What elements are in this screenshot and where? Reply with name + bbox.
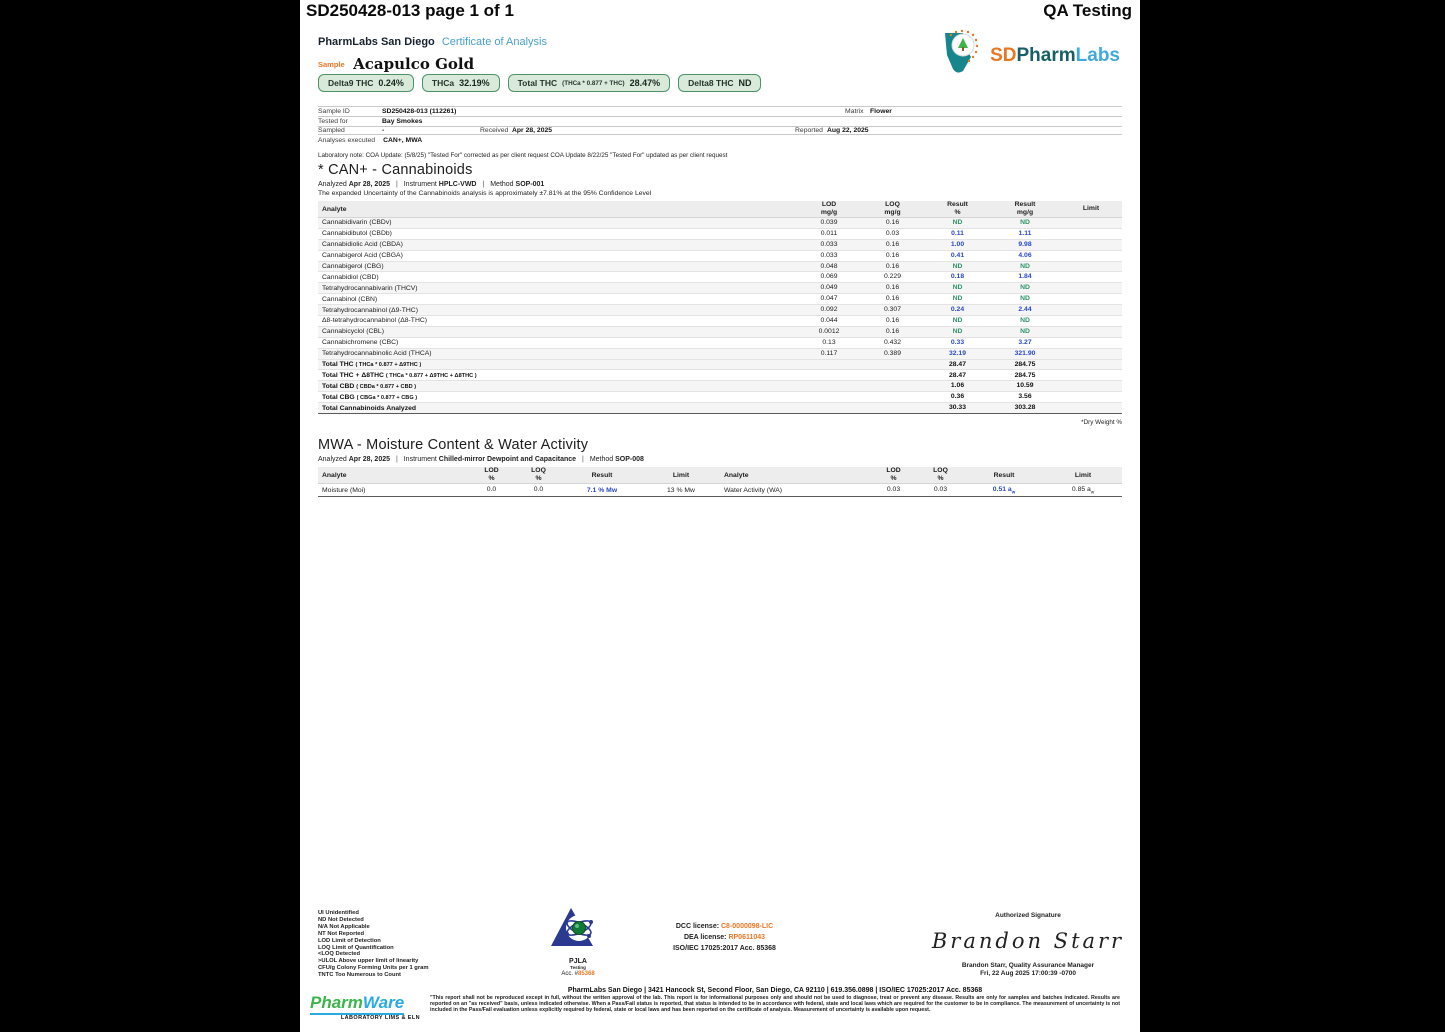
table-cell: 0.36: [950, 393, 965, 401]
table-cell: 0.048: [820, 262, 838, 270]
table-cell: 0.389: [883, 349, 901, 357]
table-cell: 2.44: [1018, 306, 1032, 314]
cannabinoid-row: [318, 262, 1122, 273]
table-cell: 0.229: [883, 273, 901, 281]
table-cell: 0.18: [950, 273, 965, 281]
table-cell: Cannabicyclol (CBL): [322, 328, 384, 336]
info-row-analyses: [318, 135, 1122, 145]
badge-thca: [422, 74, 500, 92]
badge-formula: (THCa * 0.877 + THC): [562, 79, 625, 87]
instrument-value: Chilled-mirror Dewpoint and Capacitance: [438, 456, 577, 463]
legend-line: LOD Limit of Detection: [318, 937, 381, 944]
moisture-row: [318, 484, 1122, 497]
table-cell: 0.16: [885, 327, 900, 335]
table-cell: 4.06: [1018, 251, 1032, 259]
dea-license: DEA license: RP0611043: [683, 934, 766, 941]
table-cell: ND: [1020, 219, 1030, 227]
footer-center: [430, 987, 1120, 1014]
table-cell: 0.24: [950, 306, 965, 314]
iso-accreditation: ISO/IEC 17025:2017 Acc. 85368: [673, 945, 776, 952]
table-cell: 10.59: [1016, 382, 1034, 390]
sdpharmlabs-logo: [933, 27, 1120, 84]
document-header: [306, 1, 1132, 21]
legend-line: LOQ Limit of Quantification: [318, 944, 394, 951]
dry-weight-note: *Dry Weight %: [1081, 419, 1122, 426]
moisture-lod: 0.0: [486, 486, 497, 494]
total-label: Total THC + Δ8THC ( THCa * 0.877 + Δ9THC + Δ8THC ): [322, 371, 477, 379]
cannabinoid-row: [318, 316, 1122, 327]
tested-for-value: Bay Smokes: [382, 117, 423, 125]
logo-pharm: Pharm: [1016, 44, 1076, 66]
table-cell: ND: [952, 219, 963, 227]
sample-info-table: [318, 106, 1122, 145]
table-cell: ND: [952, 327, 963, 335]
info-row-tested-for: [318, 116, 1122, 126]
table-cell: Cannabidiol (CBD): [322, 273, 379, 281]
table-cell: 0.0012: [818, 327, 840, 335]
signer-name-title: Brandon Starr, Quality Assurance Manager Fri, 22 Aug 2025 17:00:39 -0700: [961, 962, 1095, 977]
instrument-label: Instrument: [403, 456, 437, 463]
col-lod: LOD %: [484, 467, 499, 482]
col-analyte: Analyte: [724, 471, 749, 479]
table-cell: 0.432: [883, 338, 901, 346]
cannabinoid-row: [318, 338, 1122, 349]
badge-value: 28.47%: [629, 78, 661, 88]
table-cell: 0.16: [885, 262, 900, 270]
cannabinoid-row: [318, 294, 1122, 305]
legend-line: >ULOL Above upper limit of linearity: [318, 958, 419, 965]
logo-labs: Labs: [1075, 44, 1120, 66]
badge-total-thc: [508, 74, 671, 92]
cannabinoid-row: [318, 229, 1122, 240]
table-cell: 0.049: [820, 284, 838, 292]
cannabinoids-title: * CAN+ - Cannabinoids: [318, 162, 473, 178]
table-cell: 3.27: [1018, 338, 1032, 346]
cannabinoid-row: [318, 272, 1122, 283]
qa-testing-label: QA Testing: [1043, 1, 1132, 20]
legend-line: NT Not Reported: [318, 930, 365, 937]
lab-address: PharmLabs San Diego | 3421 Hancock St, Second Floor, San Diego, CA 92110 | 619.356.0898 | ISO/IEC 17025:2017 Acc. 85368: [567, 987, 983, 994]
badge-label: Delta8 THC: [688, 78, 734, 88]
table-cell: 0.16: [885, 219, 900, 227]
table-cell: 28.47: [948, 360, 966, 368]
received-value: Apr 28, 2025: [512, 126, 553, 134]
table-cell: Cannabichromene (CBC): [322, 339, 399, 347]
badge-label: THCa: [431, 78, 455, 88]
instrument-value: HPLC-VWD: [438, 181, 477, 188]
col-loq: LOQ %: [933, 467, 948, 482]
analyzed-label: Analyzed: [318, 181, 347, 188]
table-cell: Cannabigerol (CBG): [322, 263, 384, 270]
signature-block: [908, 912, 1148, 978]
uncertainty-note: The expanded Uncertainty of the Cannabinoids analysis is approximately ±7.81% at the 95% Confidence Level: [318, 190, 652, 197]
table-cell: 0.11: [951, 229, 964, 237]
legend-line: UI Unidentified: [318, 910, 359, 916]
moisture-analyte: Moisture (Moi): [322, 486, 366, 494]
total-row: [318, 381, 1122, 392]
col-limit: Limit: [1082, 205, 1100, 213]
tested-for-label: Tested for: [318, 117, 348, 125]
moisture-limit: 13 % Mw: [667, 486, 695, 494]
table-cell: ND: [952, 284, 963, 292]
potency-badges: [318, 74, 761, 92]
col-lod: LOD %: [886, 467, 901, 482]
table-cell: 0.092: [820, 306, 838, 314]
abbreviation-legend: [318, 910, 428, 979]
cannabinoids-table-header: [318, 201, 1122, 218]
table-cell: Cannabidivarin (CBDv): [322, 219, 392, 227]
table-cell: 0.307: [883, 306, 901, 314]
table-cell: 1.06: [950, 382, 965, 390]
sample-id-value: SD250428-013 (112261): [382, 107, 457, 115]
table-cell: 30.33: [948, 404, 966, 412]
table-cell: 284.75: [1014, 360, 1036, 368]
table-cell: ND: [952, 262, 963, 270]
table-cell: 0.16: [885, 251, 900, 259]
table-cell: 321.90: [1014, 349, 1036, 357]
sdpharmlabs-logo-text: [990, 45, 1120, 67]
table-cell: Tetrahydrocannabinolic Acid (THCA): [322, 350, 432, 358]
badge-value: 32.19%: [459, 78, 490, 88]
cannabinoids-section: [318, 162, 1122, 414]
table-cell: 0.16: [885, 295, 900, 303]
method-label: Method: [589, 456, 614, 463]
sample-id-label: Sample ID: [318, 107, 350, 115]
reported-label: Reported: [795, 126, 823, 134]
table-cell: 0.117: [820, 349, 838, 357]
water-activity-limit: 0.85 $a_w$: [1071, 485, 1095, 495]
disclaimer-text: "This report shall not be reproduced except in full, without the written approval of the lab. This report is for informational purposes only and should not be used to diagnose, treat or prevent any disease. Results are only for samples and batches indicated. Results are reported on an "as received" basis, unless indicated otherwise. When a Pass/Fail status is reported, that status is intended to be in accordance with federal, state and local laws which are required for the customer to be in compliance. The measurement of uncertainty is not included in the Pass/Fail evaluation unless explicitly required by federal, state or local laws and has been reported on the certificate of analysis. Measurement of uncertainty is available upon request.: [430, 995, 1120, 1013]
cannabinoid-row: [318, 305, 1122, 316]
legend-line: ND Not Detected: [318, 916, 364, 923]
moisture-section: [318, 437, 1122, 497]
table-cell: 0.16: [885, 317, 900, 325]
col-result-mg: Result mg/g: [1014, 201, 1036, 216]
legend-line: N/A Not Applicable: [318, 923, 370, 930]
table-cell: 9.98: [1018, 240, 1032, 248]
logo-sd: SD: [990, 44, 1017, 66]
table-cell: 0.033: [820, 251, 838, 259]
pharmware-tagline: LABORATORY LIMS & ELN: [340, 1015, 420, 1021]
table-cell: 28.47: [948, 371, 966, 379]
table-cell: 0.16: [885, 284, 900, 292]
lab-title-line: [318, 36, 547, 48]
table-cell: Tetrahydrocannabivarin (THCV): [322, 284, 418, 292]
col-limit: Limit: [1074, 471, 1092, 479]
cannabinoid-row: [318, 349, 1122, 360]
sampled-label: Sampled: [318, 126, 345, 134]
table-cell: 0.011: [820, 229, 838, 237]
table-cell: 0.039: [820, 219, 838, 227]
total-row: [318, 403, 1122, 414]
water-activity-result: 0.51 $a_w$: [992, 485, 1016, 495]
authorized-signature-label: Authorized Signature: [995, 912, 1061, 919]
coa-document-page: [300, 0, 1140, 1032]
col-loq: LOQ mg/g: [884, 201, 901, 216]
table-cell: 303.28: [1014, 404, 1036, 412]
col-result-pct: Result %: [947, 201, 968, 216]
cannabinoid-rows: [318, 218, 1122, 360]
pharmware-logo: [310, 993, 420, 1021]
table-cell: 284.75: [1014, 371, 1036, 379]
total-label: Total CBD ( CBDa * 0.877 + CBD ): [322, 382, 417, 390]
moisture-method-line: Analyzed Apr 28, 2025 | Instrument Chilled-mirror Dewpoint and Capacitance | Method SOP-008: [318, 456, 644, 463]
water-activity-lod: 0.03: [886, 486, 901, 494]
matrix-value: Flower: [870, 107, 892, 115]
table-cell: 1.84: [1018, 273, 1032, 281]
badge-value: ND: [738, 78, 752, 88]
table-cell: ND: [1020, 284, 1030, 292]
sampled-value: -: [382, 126, 385, 134]
table-cell: 0.047: [820, 295, 838, 303]
table-cell: ND: [1020, 295, 1030, 303]
method-value: SOP-008: [615, 456, 644, 463]
col-result: Result: [993, 471, 1015, 479]
total-label: Total Cannabinoids Analyzed: [322, 404, 417, 412]
col-limit: Limit: [672, 471, 690, 479]
moisture-result: 7.1 % Mw: [586, 486, 618, 494]
cannabinoid-row: [318, 283, 1122, 294]
total-row: [318, 392, 1122, 403]
analyzed-label: Analyzed: [318, 456, 347, 463]
reported-value: Aug 22, 2025: [827, 126, 869, 134]
cannabinoid-totals: [318, 360, 1122, 414]
col-analyte: Analyte: [322, 205, 347, 213]
badge-label: Delta9 THC: [328, 78, 374, 88]
col-loq: LOQ %: [531, 467, 546, 482]
table-cell: 0.16: [885, 240, 900, 248]
pjla-accreditation-number: Acc. #85368: [561, 971, 595, 977]
signature-script: Brandon Starr: [931, 929, 1125, 953]
table-cell: 1.00: [950, 240, 965, 248]
instrument-label: Instrument: [403, 181, 437, 188]
legend-line: <LOQ Detected: [318, 951, 361, 958]
cannabinoid-row: [318, 327, 1122, 338]
table-cell: 0.13: [822, 338, 836, 346]
moisture-table-header: [318, 467, 1122, 484]
badge-value: 0.24%: [378, 78, 404, 88]
table-cell: 0.069: [820, 273, 838, 281]
total-label: Total THC ( THCa * 0.877 + Δ9THC ): [322, 361, 422, 369]
cannabinoid-row: [318, 218, 1122, 229]
info-row-dates: [318, 126, 1122, 136]
sample-name: Acapulco Gold: [353, 55, 475, 73]
pjla-accreditation: [533, 906, 623, 977]
table-cell: Cannabinol (CBN): [322, 295, 378, 303]
method-label: Method: [490, 181, 514, 188]
table-cell: 1.11: [1018, 229, 1032, 237]
table-cell: 0.41: [950, 251, 965, 259]
table-cell: ND: [952, 317, 963, 325]
analyses-label: Analyses executed: [318, 136, 376, 144]
matrix-label: Matrix: [845, 107, 864, 115]
table-cell: ND: [1020, 262, 1030, 270]
total-label: Total CBG ( CBGa * 0.877 + CBG ): [322, 393, 418, 401]
table-cell: Tetrahydrocannabinol (Δ9-THC): [322, 306, 418, 314]
total-row: [318, 370, 1122, 381]
cannabinoid-row: [318, 240, 1122, 251]
pjla-sub: Testing: [570, 965, 586, 970]
analyzed-date: Apr 28, 2025: [348, 456, 390, 463]
col-result: Result: [591, 471, 613, 479]
pjla-logo-icon: [549, 939, 607, 956]
analyzed-date: Apr 28, 2025: [348, 181, 390, 188]
table-cell: 3.56: [1018, 393, 1032, 401]
table-cell: Cannabidibutol (CBDb): [322, 230, 392, 238]
table-cell: 0.033: [820, 240, 838, 248]
table-cell: ND: [1020, 317, 1030, 325]
table-cell: Cannabidiolic Acid (CBDA): [322, 241, 403, 249]
laboratory-note: Laboratory note: COA Update: (5/8/25) "Tested For" corrected as per client request COA Update 8/22/25 "Tested For" updated as per client request: [318, 152, 728, 159]
table-cell: 32.19: [948, 349, 966, 357]
table-cell: Cannabigerol Acid (CBGA): [322, 252, 403, 260]
certificate-type: Certificate of Analysis: [441, 36, 547, 48]
col-lod: LOD mg/g: [820, 201, 838, 216]
sample-line: [318, 55, 474, 74]
received-label: Received: [480, 126, 509, 134]
table-cell: ND: [952, 295, 963, 303]
document-title: SD250428-013 page 1 of 1: [306, 1, 514, 20]
table-cell: 0.33: [950, 338, 965, 346]
water-activity-loq: 0.03: [933, 486, 948, 494]
sample-label: Sample: [318, 60, 345, 69]
pharmware-logo-text: PharmWare: [310, 993, 404, 1015]
badge-delta8-thc: [678, 74, 761, 92]
col-analyte: Analyte: [322, 471, 347, 479]
sdpharmlabs-logo-icon: [933, 27, 985, 84]
method-value: SOP-001: [515, 181, 545, 188]
lab-name: PharmLabs San Diego: [318, 36, 435, 48]
license-block: [647, 921, 802, 954]
total-row: [318, 360, 1122, 371]
legend-line: TNTC Too Numerous to Count: [318, 972, 401, 979]
cannabinoids-method-line: Analyzed Apr 28, 2025 | Instrument HPLC-VWD | Method SOP-001: [318, 181, 545, 188]
dcc-license: DCC license: C8-0000098-LIC: [675, 923, 774, 930]
water-activity-analyte: Water Activity (WA): [724, 486, 783, 494]
table-cell: Δ8-tetrahydrocannabinol (Δ8-THC): [322, 317, 428, 325]
badge-label: Total THC: [517, 78, 558, 88]
table-cell: 0.044: [820, 317, 838, 325]
moisture-loq: 0.0: [533, 486, 544, 494]
analyses-value: CAN+, MWA: [383, 136, 423, 144]
moisture-title: MWA - Moisture Content & Water Activity: [318, 437, 589, 453]
pjla-name: PJLA: [569, 958, 587, 965]
table-cell: 0.03: [885, 229, 900, 237]
table-cell: ND: [1020, 327, 1030, 335]
legend-line: CFU/g Colony Forming Units per 1 gram: [318, 965, 429, 972]
info-row-sample-id: [318, 106, 1122, 116]
cannabinoid-row: [318, 251, 1122, 262]
badge-delta9-thc: [318, 74, 414, 92]
